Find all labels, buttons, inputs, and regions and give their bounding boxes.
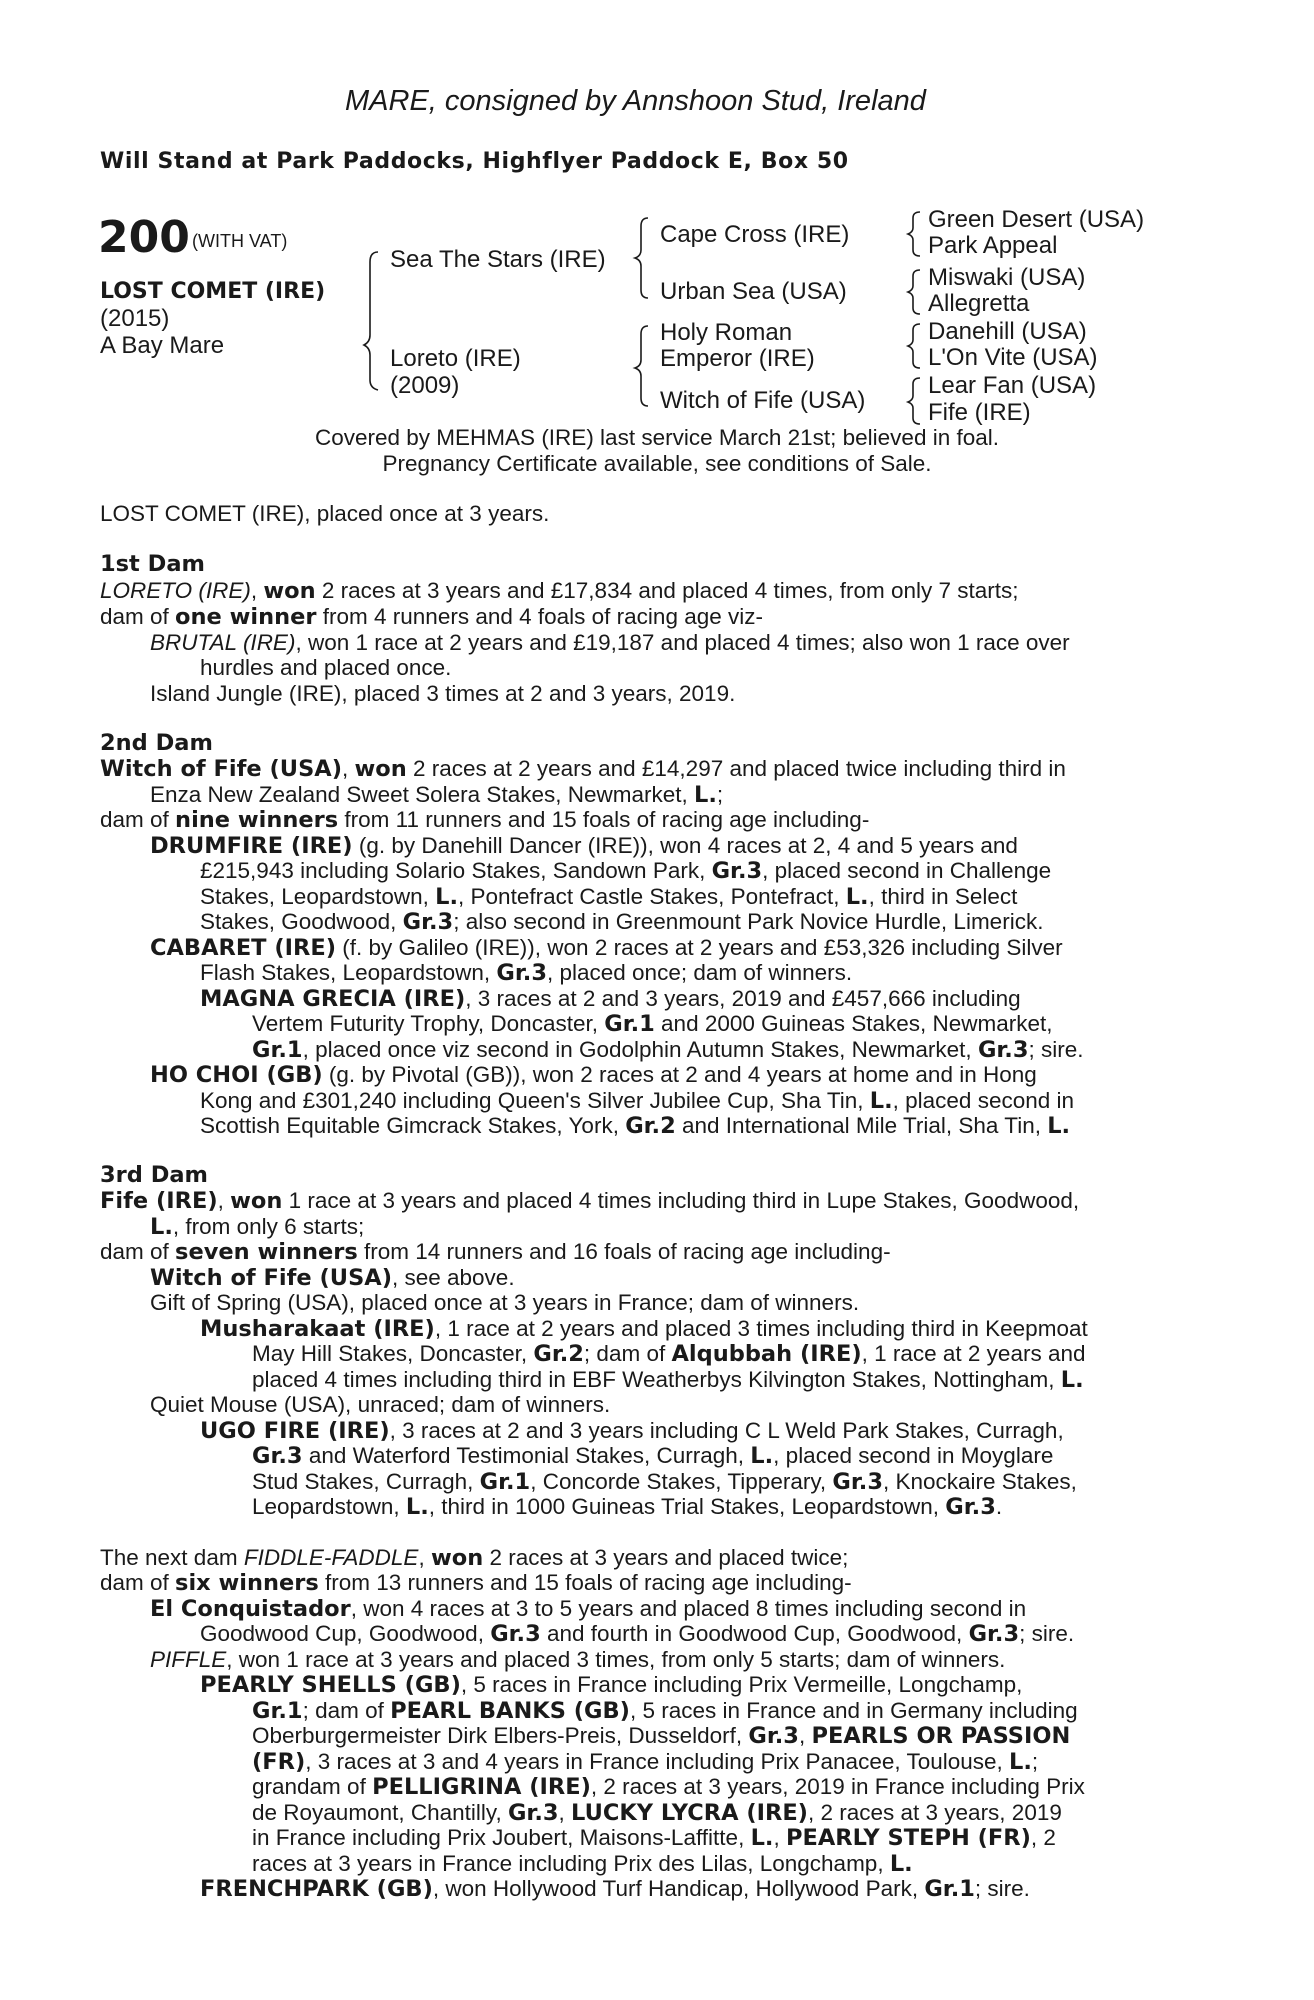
section-heading: 3rd Dam (100, 1162, 208, 1188)
dam3-line1 (100, 1188, 1215, 1215)
next-dam-line2 (100, 1570, 1215, 1597)
next-dam-line7 (252, 1698, 1215, 1725)
pedigree-sds: Miswaki (USA) (928, 264, 1086, 291)
text-run: (FR) (252, 1749, 306, 1775)
text-run: PEARL BANKS (GB) (390, 1698, 630, 1724)
text-run: Gr.3 (252, 1443, 303, 1469)
text-run: Gr.3 (507, 1800, 559, 1826)
brace-gen3-3 (908, 324, 920, 368)
text-run: L. (889, 1851, 913, 1877)
text-run: Gr.3 (490, 1621, 541, 1647)
text-run: ; dam of (302, 1698, 391, 1723)
text-run: , placed second in (892, 1088, 1075, 1113)
pedigree-ssd: Park Appeal (928, 232, 1058, 259)
brace-gen2-sire (635, 218, 648, 298)
text-run: PELLIGRINA (IRE) (372, 1774, 591, 1800)
text-run: , (558, 1800, 572, 1825)
horse-name: LOST COMET (IRE) (100, 279, 326, 304)
summary-line: LOST COMET (IRE), placed once at 3 years. (100, 501, 550, 526)
pedigree-ddd: Fife (IRE) (928, 399, 1031, 426)
text-run: and fourth in Goodwood Cup, Goodwood, (540, 1621, 969, 1646)
text-run: L. (1060, 1367, 1084, 1393)
text-run: Stakes, Goodwood, (200, 909, 403, 934)
text-run: from 11 runners and 15 foals of racing age including- (338, 807, 870, 832)
brace-gen3-4 (908, 378, 920, 424)
dam2-line2 (150, 782, 1215, 809)
text-run: six winners (175, 1570, 319, 1596)
text-run: L. (150, 1214, 173, 1240)
next-dam-line14 (200, 1876, 1215, 1903)
text-run: Gr.3 (402, 909, 454, 935)
pedigree-sdd: Allegretta (928, 290, 1030, 317)
dam3-line8 (252, 1367, 1215, 1394)
text-run: PIFFLE (150, 1647, 227, 1672)
section-heading: 1st Dam (100, 551, 205, 577)
text-run: Fife (IRE) (100, 1188, 218, 1214)
text-run: placed 4 times including third in EBF Weatherbys Kilvington Stakes, Nottingham, (252, 1367, 1061, 1392)
text-run: Gr.1 (479, 1469, 531, 1495)
page-title: MARE, consigned by Annshoon Stud, Ireland (345, 85, 926, 117)
text-run: (f. by Galileo (IRE)), won 2 races at 2 years and £53,326 including Silver (336, 935, 1063, 960)
text-run: , 2 (1030, 1825, 1056, 1850)
text-run: , 1 race at 2 years and (861, 1341, 1086, 1366)
text-run: 1 race at 3 years and placed 4 times including third in Lupe Stakes, Goodwood, (282, 1188, 1080, 1213)
section-heading: 2nd Dam (100, 730, 213, 756)
dam2-line13 (150, 1062, 1215, 1089)
text-run: , won 1 race at 3 years and placed 3 times, from only 5 starts; dam of winners. (226, 1647, 1006, 1672)
text-run: MAGNA GRECIA (IRE) (200, 986, 466, 1012)
text-run: BRUTAL (IRE) (150, 630, 296, 655)
next-dam-line1 (100, 1545, 1215, 1572)
pedigree-dsd: L'On Vite (USA) (928, 344, 1098, 371)
text-run: £215,943 including Solario Stakes, Sandown Park, (200, 858, 712, 883)
text-run: L. (1047, 1113, 1071, 1139)
text-run: Gr.1 (604, 1011, 655, 1037)
text-run: dam of (100, 807, 176, 832)
text-run: , 1 race at 2 years and placed 3 times including third in Keepmoat (434, 1316, 1088, 1341)
text-run: . (995, 1494, 1003, 1519)
text-run: , (773, 1825, 786, 1850)
pedigree-sss: Green Desert (USA) (928, 206, 1145, 233)
text-run: Stud Stakes, Curragh, (252, 1469, 480, 1494)
text-run: won (430, 1545, 484, 1571)
dam3-line7 (252, 1341, 1215, 1368)
brace-gen1 (364, 252, 378, 390)
text-run: Scottish Equitable Gimcrack Stakes, York, (200, 1113, 626, 1138)
text-run: Gr.3 (977, 1037, 1029, 1063)
dam2-line9 (200, 960, 1215, 987)
text-run: Gr.3 (496, 960, 547, 986)
text-run: won (263, 578, 316, 604)
next-dam-line10 (252, 1774, 1215, 1801)
text-run: DRUMFIRE (IRE) (150, 833, 353, 859)
dam2-line3 (100, 807, 1215, 834)
text-run: Gr.3 (748, 1723, 799, 1749)
text-run: seven winners (175, 1239, 358, 1265)
text-run: Gr.1 (924, 1876, 975, 1902)
dam1-line4: hurdles and placed once. (200, 655, 452, 680)
dam3-line3 (100, 1239, 1215, 1266)
text-run: , 3 races at 2 and 3 years including C L Weld Park Stakes, Curragh, (389, 1418, 1064, 1443)
covering-line1: Covered by MEHMAS (IRE) last service March 21st; believed in foal. (315, 425, 999, 450)
brace-gen3-1 (908, 212, 920, 256)
text-run: FIDDLE-FADDLE (243, 1545, 419, 1570)
pedigree-dam-year: (2009) (390, 372, 460, 399)
dam3-line4 (150, 1265, 1215, 1292)
text-run: El Conquistador (150, 1596, 351, 1622)
dam2-line10 (200, 986, 1215, 1013)
dam1-line2 (100, 604, 1215, 631)
horse-description: A Bay Mare (100, 332, 225, 359)
text-run: PEARLS OR PASSION (811, 1723, 1071, 1749)
text-run: L. (1009, 1749, 1032, 1775)
lot-number: 200 (98, 212, 190, 263)
text-run: Stakes, Leopardstown, (200, 884, 436, 909)
dam1-line5: Island Jungle (IRE), placed 3 times at 2 and 3 years, 2019. (150, 681, 736, 706)
text-run: Gr.2 (625, 1113, 676, 1139)
text-run: May Hill Stakes, Doncaster, (252, 1341, 534, 1366)
text-run: Leopardstown, (252, 1494, 406, 1519)
text-run: Gr.2 (533, 1341, 584, 1367)
text-run: ; sire. (1019, 1621, 1075, 1646)
pedigree-dam-sire-line1: Holy Roman (660, 319, 793, 346)
dam3-line5: Gift of Spring (USA), placed once at 3 years in France; dam of winners. (150, 1290, 860, 1315)
text-run: , third in 1000 Guineas Trial Stakes, Leopardstown, (428, 1494, 946, 1519)
covering-line2: Pregnancy Certificate available, see conditions of Sale. (382, 451, 932, 476)
dam3-line12 (252, 1469, 1215, 1496)
pedigree-dss: Danehill (USA) (928, 318, 1087, 345)
text-run: 2 races at 3 years and £17,834 and placed 4 times, from only 7 starts; (315, 578, 1019, 603)
text-run: from 4 runners and 4 foals of racing age viz- (316, 604, 763, 629)
text-run: CABARET (IRE) (150, 935, 336, 961)
text-run: , placed second in Challenge (762, 858, 1052, 883)
dam2-line15 (200, 1113, 1215, 1140)
text-run: from 13 runners and 15 foals of racing age including- (318, 1570, 852, 1595)
text-run: LORETO (IRE) (100, 578, 251, 603)
text-run: The next dam (100, 1545, 244, 1570)
text-run: , Knockaire Stakes, (882, 1469, 1077, 1494)
text-run: Witch of Fife (USA) (150, 1265, 392, 1291)
pedigree-sire: Sea The Stars (IRE) (390, 246, 606, 273)
text-run: Gr.3 (711, 858, 763, 884)
text-run: , won 4 races at 3 to 5 years and placed 8 times including second in (350, 1596, 1027, 1621)
text-run: one winner (175, 604, 317, 630)
dam2-line6 (200, 884, 1215, 911)
text-run: , (250, 578, 264, 603)
text-run: PEARLY SHELLS (GB) (200, 1672, 461, 1698)
text-run: 2 races at 3 years and placed twice; (483, 1545, 849, 1570)
next-dam-line11 (252, 1800, 1215, 1827)
text-run: , third in Select (868, 884, 1018, 909)
text-run: races at 3 years in France including Prix des Lilas, Longchamp, (252, 1851, 890, 1876)
text-run: ; sire. (974, 1876, 1030, 1901)
text-run: L. (750, 1825, 774, 1851)
pedigree-sire-sire: Cape Cross (IRE) (660, 221, 850, 248)
dam3-line2 (150, 1214, 1215, 1241)
text-run: L. (405, 1494, 429, 1520)
next-dam-line6 (200, 1672, 1215, 1699)
text-run: won (230, 1188, 283, 1214)
dam2-line5 (200, 858, 1215, 885)
text-run: ; sire. (1028, 1037, 1084, 1062)
dam2-line4 (150, 833, 1215, 860)
text-run: from 14 runners and 16 foals of racing age including- (357, 1239, 891, 1264)
text-run: 2 races at 2 years and £14,297 and placed twice including third in (406, 756, 1066, 781)
vat-label: (WITH VAT) (192, 231, 288, 251)
text-run: (g. by Pivotal (GB)), won 2 races at 2 and 4 years at home and in Hong (322, 1062, 1037, 1087)
dam3-line13 (252, 1494, 1215, 1521)
text-run: Kong and £301,240 including Queen's Silver Jubilee Cup, Sha Tin, (200, 1088, 870, 1113)
text-run: , 5 races in France and in Germany including (629, 1698, 1078, 1723)
text-run: , (341, 756, 355, 781)
text-run: won (354, 756, 407, 782)
text-run: , 3 races at 3 and 4 years in France including Prix Panacee, Toulouse, (305, 1749, 1010, 1774)
dam2-line1 (100, 756, 1215, 783)
text-run: ; (1031, 1749, 1039, 1774)
text-run: ; dam of (583, 1341, 672, 1366)
text-run: , 5 races in France including Prix Vermeille, Longchamp, (460, 1672, 1023, 1697)
text-run: , Concorde Stakes, Tipperary, (530, 1469, 833, 1494)
text-run: dam of (100, 1570, 176, 1595)
text-run: UGO FIRE (IRE) (200, 1418, 390, 1444)
text-run: , 2 races at 3 years, 2019 in France including Prix (590, 1774, 1085, 1799)
text-run: Enza New Zealand Sweet Solera Stakes, Newmarket, (150, 782, 694, 807)
brace-gen3-2 (908, 270, 920, 314)
text-run: dam of (100, 604, 176, 629)
text-run: , 3 races at 2 and 3 years, 2019 and £457,666 including (465, 986, 1021, 1011)
text-run: dam of (100, 1239, 176, 1264)
text-run: and Waterford Testimonial Stakes, Curragh, (302, 1443, 751, 1468)
dam3-line10 (200, 1418, 1215, 1445)
text-run: L. (750, 1443, 774, 1469)
page-subtitle: Will Stand at Park Paddocks, Highflyer Paddock E, Box 50 (100, 149, 849, 174)
text-run: L. (845, 884, 869, 910)
text-run: , see above. (391, 1265, 515, 1290)
pedigree-sire-dam: Urban Sea (USA) (660, 278, 847, 305)
text-run: , won Hollywood Turf Handicap, Hollywood Park, (432, 1876, 925, 1901)
text-run: and 2000 Guineas Stakes, Newmarket, (654, 1011, 1053, 1036)
next-dam-line4 (200, 1621, 1215, 1648)
text-run: , from only 6 starts; (172, 1214, 365, 1239)
dam3-line9: Quiet Mouse (USA), unraced; dam of winners. (150, 1392, 611, 1417)
text-run: Vertem Futurity Trophy, Doncaster, (252, 1011, 605, 1036)
next-dam-line9 (252, 1749, 1215, 1776)
pedigree-dam-sire-line2: Emperor (IRE) (660, 345, 815, 372)
pedigree-dds: Lear Fan (USA) (928, 372, 1097, 399)
text-run: , (418, 1545, 431, 1570)
dam1-line3 (150, 630, 1215, 656)
dam3-line11 (252, 1443, 1215, 1470)
text-run: Gr.3 (832, 1469, 883, 1495)
next-dam-line13 (252, 1851, 1215, 1878)
text-run: Oberburgermeister Dirk Elbers-Preis, Dusseldorf, (252, 1723, 749, 1748)
text-run: Gr.1 (252, 1037, 303, 1063)
brace-gen2-dam (635, 326, 648, 406)
pedigree-dam-dam: Witch of Fife (USA) (660, 387, 866, 414)
text-run: Gr.3 (945, 1494, 996, 1520)
dam1-line1 (100, 578, 1215, 605)
dam2-line11 (252, 1011, 1215, 1038)
text-run: Alqubbah (IRE) (671, 1341, 862, 1367)
horse-year: (2015) (100, 305, 170, 332)
text-run: L. (694, 782, 717, 808)
text-run: ; (716, 782, 724, 807)
next-dam-line3 (150, 1596, 1215, 1623)
text-run: Witch of Fife (USA) (100, 756, 342, 782)
text-run: HO CHOI (GB) (150, 1062, 323, 1088)
text-run: , 2 races at 3 years, 2019 (807, 1800, 1062, 1825)
text-run: , (798, 1723, 812, 1748)
text-run: grandam of (252, 1774, 373, 1799)
text-run: FRENCHPARK (GB) (200, 1876, 433, 1902)
text-run: L. (435, 884, 459, 910)
text-run: (g. by Danehill Dancer (IRE)), won 4 races at 2, 4 and 5 years and (352, 833, 1018, 858)
text-run: and International Mile Trial, Sha Tin, (675, 1113, 1048, 1138)
text-run: , won 1 race at 2 years and £19,187 and placed 4 times; also won 1 race over (295, 630, 1070, 655)
text-run: in France including Prix Joubert, Maisons-Laffitte, (252, 1825, 751, 1850)
dam2-line7 (200, 909, 1215, 936)
text-run: Musharakaat (IRE) (200, 1316, 435, 1342)
text-run: PEARLY STEPH (FR) (785, 1825, 1031, 1851)
text-run: de Royaumont, Chantilly, (252, 1800, 508, 1825)
text-run: ; also second in Greenmount Park Novice Hurdle, Limerick. (453, 909, 1044, 934)
text-run: , placed once; dam of winners. (546, 960, 853, 985)
text-run: Goodwood Cup, Goodwood, (200, 1621, 491, 1646)
dam3-line6 (200, 1316, 1215, 1343)
text-run: , placed once viz second in Godolphin Autumn Stakes, Newmarket, (302, 1037, 978, 1062)
text-run: Gr.1 (252, 1698, 303, 1724)
text-run: , (217, 1188, 231, 1213)
next-dam-line12 (252, 1825, 1215, 1852)
text-run: , placed second in Moyglare (773, 1443, 1054, 1468)
next-dam-line8 (252, 1723, 1215, 1750)
next-dam-line5 (150, 1647, 1215, 1673)
text-run: Flash Stakes, Leopardstown, (200, 960, 497, 985)
text-run: , Pontefract Castle Stakes, Pontefract, (458, 884, 846, 909)
dam2-line8 (150, 935, 1215, 962)
dam2-line12 (252, 1037, 1215, 1064)
text-run: LUCKY LYCRA (IRE) (571, 1800, 808, 1826)
text-run: Gr.3 (968, 1621, 1020, 1647)
dam2-line14 (200, 1088, 1215, 1115)
pedigree-dam: Loreto (IRE) (390, 345, 521, 372)
text-run: nine winners (175, 807, 339, 833)
text-run: L. (869, 1088, 893, 1114)
